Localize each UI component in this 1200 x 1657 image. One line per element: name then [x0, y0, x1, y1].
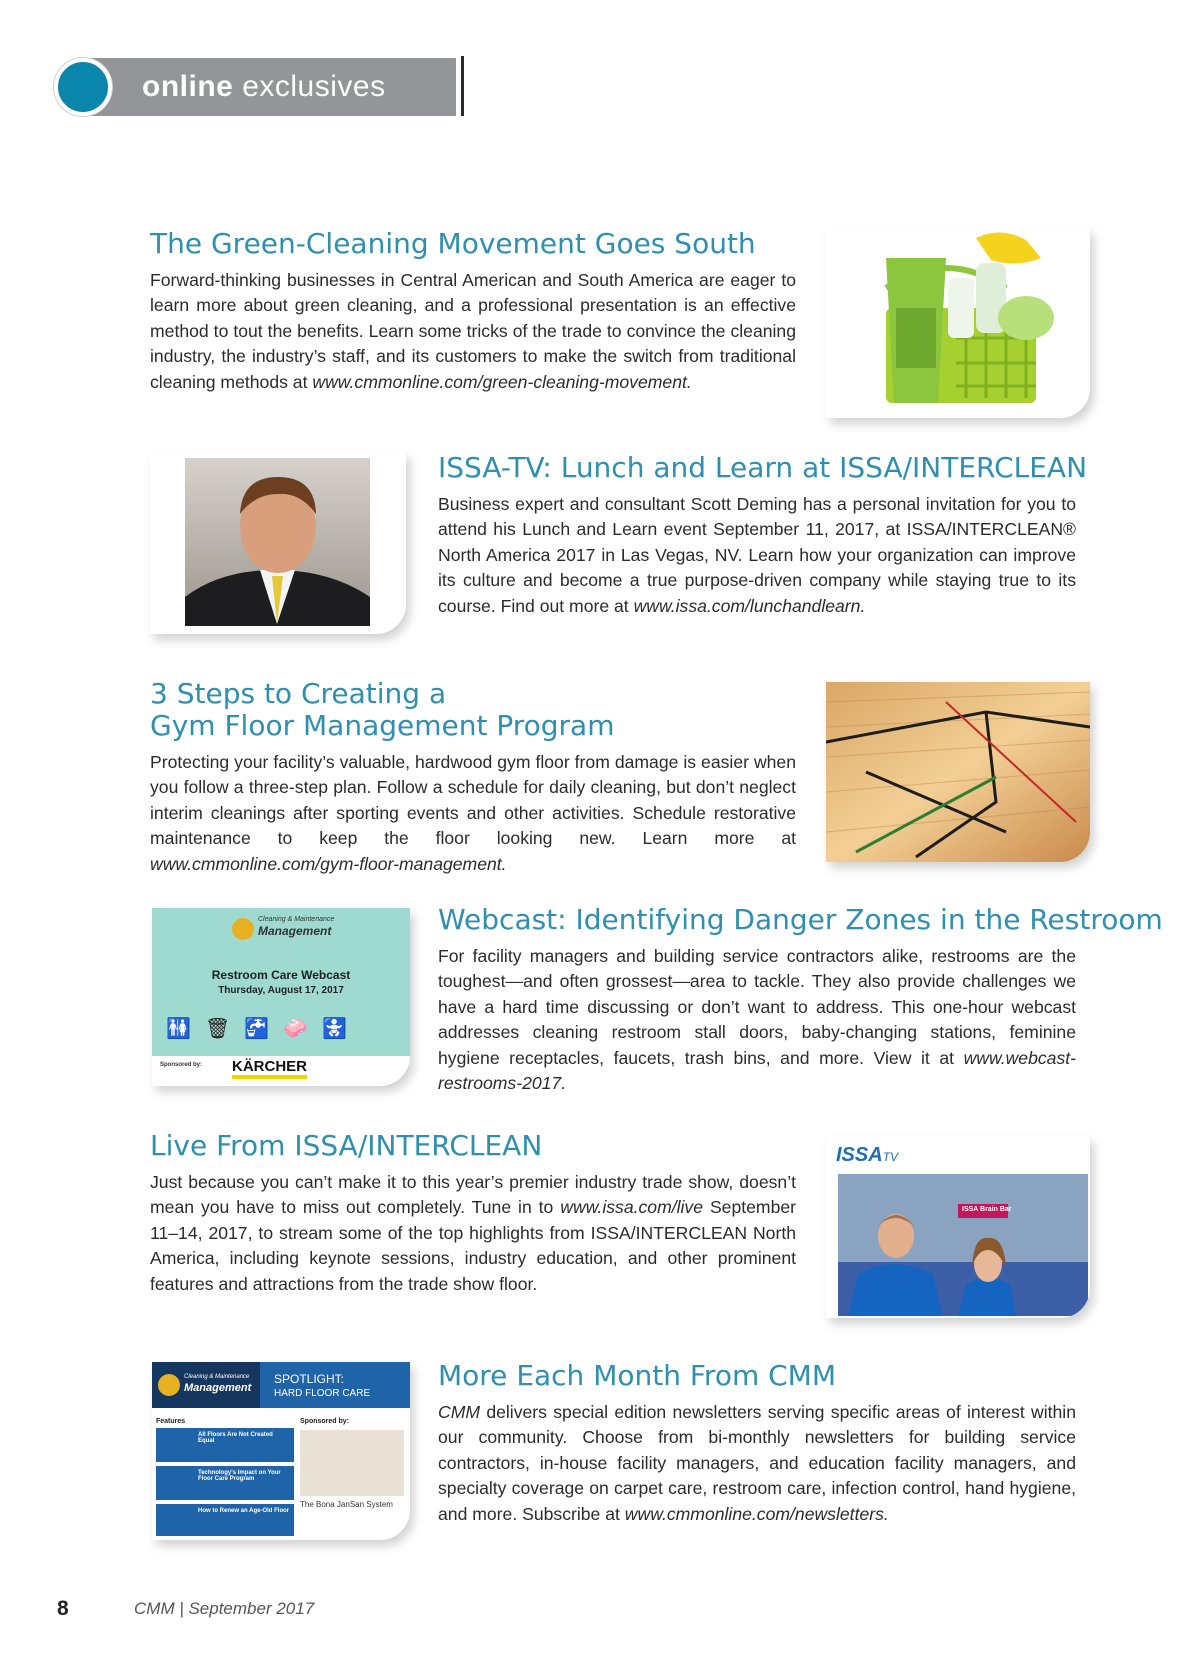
article-title-live: Live From ISSA/INTERCLEAN [150, 1129, 543, 1162]
article-title-issa-tv: ISSA-TV: Lunch and Learn at ISSA/INTERCLEAN [438, 451, 1088, 484]
article-body-gym-floor: Protecting your facility’s valuable, hardwood gym floor from damage is easier when you follow a three-step plan. Follow a schedule for daily cleaning, but don’t neglect interim cleanings after sporting events and other activities. Schedule restorative maintenance to keep the floor looking new. Learn more at www.cmmonline.com/gym-floor-management. [150, 752, 796, 874]
article-link[interactable]: www.cmmonline.com/newsletters. [624, 1503, 889, 1524]
restroom-sign-icon: 🚻 [166, 1018, 205, 1040]
article-link[interactable]: www.webcast-restrooms-2017. [438, 1047, 1076, 1094]
webcast-brand: Management [258, 924, 332, 938]
issa-tv-video-still [826, 1136, 1090, 1318]
sponsor-product-name: The Bona JanSan System [300, 1500, 393, 1509]
article-title-green-cleaning: The Green-Cleaning Movement Goes South [150, 227, 756, 260]
webcast-card-date: Thursday, August 17, 2017 [218, 985, 344, 996]
karcher-logo: KÄRCHER [232, 1058, 307, 1079]
header-circle-icon [54, 58, 112, 116]
webcast-sponsored-label: Sponsored by: [160, 1062, 203, 1068]
article-title-gym-floor: 3 Steps to Creating a Gym Floor Management Program [150, 677, 615, 742]
cmm-logo-icon [158, 1374, 180, 1396]
article-body-live: Just because you can’t make it to this year’s premier industry trade show, doesn’t mean you have to miss out completely. Tune in to www.issa.com/live September 11–14, 2017, to stream some of the top highlights from ISSA/INTERCLEAN North America, including keynote sessions, industry education, and other prominent features and attractions from the trade show floor. [150, 1172, 797, 1294]
spotlight-label: SPOTLIGHT: [274, 1372, 345, 1386]
footer-issue: CMM | September 2017 [134, 1599, 315, 1618]
feature-item-title: How to Renew an Age-Old Floor [198, 1508, 290, 1514]
feature-item-title: All Floors Are Not Created Equal [198, 1432, 273, 1444]
article-link[interactable]: www.issa.com/lunchandlearn. [633, 595, 866, 616]
spotlight-topic: HARD FLOOR CARE [274, 1388, 371, 1399]
webcast-brand-small: Cleaning & Maintenance [258, 916, 335, 923]
article-body-issa-tv: Business expert and consultant Scott Deming has a personal invitation for you to attend his Lunch and Learn event September 11, 2017, at ISSA/INTERCLEAN® North America 2017 in Las Vegas, NV. Learn how your organization can improve its culture and become a true purpose-driven company while staying true to its course. Find out more at www.issa.com/lunchandlearn. [438, 494, 1076, 616]
features-label: Features [156, 1418, 186, 1425]
trash-bin-icon: 🗑 [204, 1018, 245, 1040]
article-body-more-each-month: CMM delivers special edition newsletters serving specific areas of interest within our community. Choose from bi-monthly newsletters for building service contractors, in-house facility managers, and education facility managers, and specialty coverage on carpet care, restroom care, infection control, hand hygiene, and more. Subscribe at www.cmmonline.com/newsletters. [438, 1402, 1076, 1524]
green-cleaning-image [826, 228, 1090, 418]
sponsor-product-image [300, 1430, 404, 1496]
article-link[interactable]: www.cmmonline.com/gym-floor-management. [150, 853, 507, 874]
article-body-webcast: For facility managers and building service contractors alike, restrooms are the toughest—and often grossest—area to tackle. They also provide challenges we have a hard time discussing or don’t want to address. This one-hour webcast addresses cleaning restroom stall doors, baby-changing stations, feminine hygiene receptacles, faucets, trash bins, and more. View it at www.webcast-restrooms-2017. [438, 946, 1076, 1094]
cmm-logo-icon [232, 918, 254, 940]
section-title: online exclusives [142, 70, 386, 103]
scott-deming-photo [150, 452, 406, 634]
article-link[interactable]: www.issa.com/live [560, 1197, 704, 1218]
newsletter-brand-small: Cleaning & Maintenance [184, 1374, 250, 1380]
restroom-webcast-card [152, 908, 410, 1086]
feature-item-title: Technology's Impact on Your Floor Care Program [198, 1470, 281, 1482]
article-link[interactable]: www.cmmonline.com/green-cleaning-movement. [312, 371, 692, 392]
article-title-webcast: Webcast: Identifying Danger Zones in the Restroom [438, 903, 1163, 936]
soap-icon: 🧼 [283, 1018, 323, 1040]
newsletter-brand: Management [184, 1382, 252, 1394]
faucet-icon: 🚰 [244, 1018, 284, 1040]
article-body-green-cleaning: Forward-thinking businesses in Central American and South America are eager to learn more about green cleaning, and a professional presentation is an effective method to tout the benefits. Learn some tricks of the trade to convince the cleaning industry, the industry’s staff, and its customers to make the switch from traditional cleaning methods at www.cmmonline.com/green-cleaning-movement. [150, 270, 796, 392]
header-divider [461, 56, 464, 116]
baby-changing-icon: 🚼 [322, 1018, 362, 1040]
gym-floor-image [826, 682, 1090, 862]
newsletter-sponsored-label: Sponsored by: [300, 1418, 350, 1425]
page-number: 8 [57, 1597, 69, 1620]
article-title-more-each-month: More Each Month From CMM [438, 1359, 837, 1392]
brain-bar-banner: ISSA Brain Bar [962, 1206, 1012, 1213]
issa-tv-logo: ISSATV [836, 1144, 899, 1166]
webcast-card-title: Restroom Care Webcast [211, 968, 351, 982]
restroom-icons [166, 1016, 361, 1041]
newsletter-preview-card [152, 1362, 410, 1540]
